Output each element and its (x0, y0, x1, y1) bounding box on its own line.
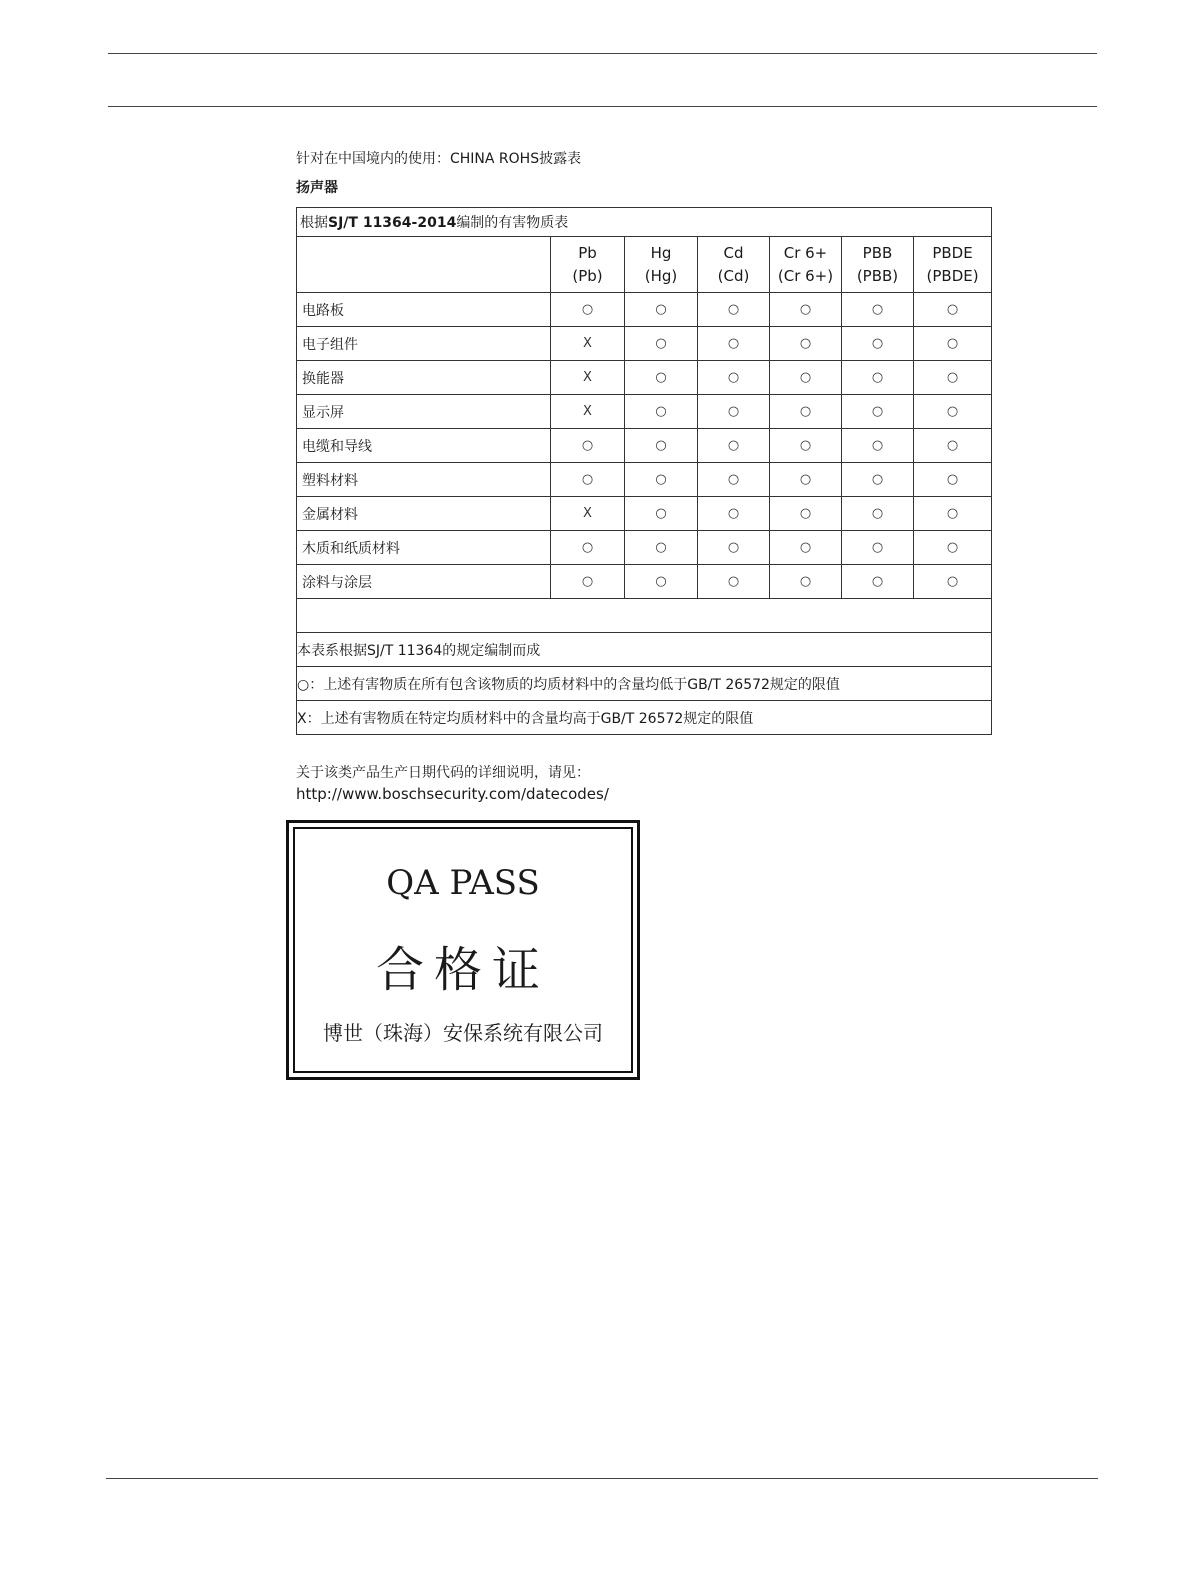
substance-mark: ○ (551, 463, 625, 497)
substance-mark: ○ (842, 327, 914, 361)
table-row (297, 361, 992, 395)
component-name: 塑料材料 (297, 463, 551, 497)
column-header (914, 237, 992, 293)
qa-pass-stamp-inner-border (293, 827, 633, 1073)
substance-mark: ○ (625, 429, 698, 463)
table-row (297, 327, 992, 361)
column-symbol-paren: (Cr 6+) (777, 266, 834, 285)
substance-mark: ○ (770, 565, 842, 599)
table-row (297, 395, 992, 429)
substance-mark: ○ (842, 463, 914, 497)
substance-mark: ○ (625, 497, 698, 531)
component-name: 换能器 (297, 361, 551, 395)
component-name: 金属材料 (297, 497, 551, 531)
column-header (842, 237, 914, 293)
substance-mark: ○ (770, 361, 842, 395)
component-name: 电缆和导线 (297, 429, 551, 463)
substance-mark: ○ (914, 463, 992, 497)
header-rule-top (108, 53, 1097, 54)
substance-mark: ○ (914, 531, 992, 565)
blank-row (297, 599, 992, 633)
substance-mark: ○ (698, 327, 770, 361)
column-symbol: Cr 6+ (783, 243, 828, 262)
header-rule-bottom (108, 106, 1097, 107)
column-symbol-paren: (Pb) (572, 266, 603, 285)
component-name: 电子组件 (297, 327, 551, 361)
component-name: 木质和纸质材料 (297, 531, 551, 565)
column-symbol-paren: (PBB) (856, 266, 899, 285)
substance-mark: ○ (698, 361, 770, 395)
substance-mark: ○ (625, 395, 698, 429)
substance-mark: ○ (914, 429, 992, 463)
substance-mark: ○ (842, 531, 914, 565)
substance-mark: ○ (914, 361, 992, 395)
column-symbol-paren: (Hg) (644, 266, 678, 285)
substance-mark: ○ (698, 531, 770, 565)
column-symbol: PBB (862, 243, 893, 262)
table-row (297, 565, 992, 599)
substance-mark: ○ (770, 463, 842, 497)
substance-mark: ○ (698, 565, 770, 599)
substance-mark: ○ (770, 497, 842, 531)
substance-mark: ○ (914, 327, 992, 361)
substance-mark: ○ (914, 293, 992, 327)
substance-mark: ○ (625, 327, 698, 361)
substance-mark: ○ (625, 293, 698, 327)
substance-mark: ○ (625, 565, 698, 599)
column-header (625, 237, 698, 293)
note-circle: ○：上述有害物质在所有包含该物质的均质材料中的含量均低于GB/T 26572规定的限值 (297, 667, 992, 701)
table-row (297, 429, 992, 463)
substance-mark: ○ (698, 497, 770, 531)
substance-mark: ○ (842, 293, 914, 327)
substance-mark: ○ (551, 565, 625, 599)
column-header (698, 237, 770, 293)
table-caption: 根据SJ/T 11364-2014编制的有害物质表 (297, 208, 992, 237)
substance-mark: ○ (625, 361, 698, 395)
substance-mark: X (551, 497, 625, 531)
component-name: 显示屏 (297, 395, 551, 429)
hazardous-substances-table (296, 207, 992, 735)
substance-mark: ○ (698, 395, 770, 429)
column-symbol: Cd (723, 243, 744, 262)
datecode-info: 关于该类产品生产日期代码的详细说明，请见： (296, 765, 590, 781)
qa-pass-label: QA PASS (386, 863, 540, 903)
substance-mark: X (551, 327, 625, 361)
column-symbol: Pb (578, 243, 597, 262)
table-row (297, 497, 992, 531)
header-blank-cell (297, 237, 551, 293)
substance-mark: ○ (842, 429, 914, 463)
substance-mark: ○ (625, 463, 698, 497)
table-header-row (297, 237, 992, 293)
substance-mark: X (551, 361, 625, 395)
substance-mark: ○ (551, 429, 625, 463)
table-row (297, 531, 992, 565)
substance-mark: ○ (698, 463, 770, 497)
substance-mark: ○ (698, 293, 770, 327)
certificate-label: 合格证 (375, 942, 550, 998)
substance-mark: ○ (842, 497, 914, 531)
substance-mark: ○ (770, 293, 842, 327)
column-symbol-paren: (PBDE) (926, 266, 979, 285)
rohs-heading: 针对在中国境内的使用：CHINA ROHS披露表 (296, 151, 582, 167)
substance-mark: ○ (698, 429, 770, 463)
substance-mark: ○ (770, 429, 842, 463)
substance-mark: ○ (770, 531, 842, 565)
substance-mark: ○ (551, 293, 625, 327)
substance-mark: ○ (770, 395, 842, 429)
substance-mark: ○ (914, 395, 992, 429)
column-symbol: PBDE (932, 243, 973, 262)
component-name: 涂料与涂层 (297, 565, 551, 599)
table-row (297, 293, 992, 327)
substance-mark: X (551, 395, 625, 429)
footer-rule (106, 1478, 1098, 1479)
table-row (297, 463, 992, 497)
substance-mark: ○ (914, 565, 992, 599)
column-header (551, 237, 625, 293)
note-standard: 本表系根据SJ/T 11364的规定编制而成 (297, 633, 992, 667)
component-name: 电路板 (297, 293, 551, 327)
substance-mark: ○ (770, 327, 842, 361)
column-symbol: Hg (650, 243, 672, 262)
substance-mark: ○ (551, 531, 625, 565)
note-x: X：上述有害物质在特定均质材料中的含量均高于GB/T 26572规定的限值 (297, 701, 992, 735)
substance-mark: ○ (842, 395, 914, 429)
substance-mark: ○ (842, 565, 914, 599)
column-header (770, 237, 842, 293)
product-category: 扬声器 (296, 180, 338, 196)
qa-pass-stamp (286, 820, 640, 1080)
datecode-link[interactable]: http://www.boschsecurity.com/datecodes/ (296, 785, 609, 803)
substance-mark: ○ (914, 497, 992, 531)
company-name: 博世（珠海）安保系统有限公司 (323, 1021, 603, 1045)
substance-mark: ○ (842, 361, 914, 395)
substance-mark: ○ (625, 531, 698, 565)
column-symbol-paren: (Cd) (717, 266, 750, 285)
